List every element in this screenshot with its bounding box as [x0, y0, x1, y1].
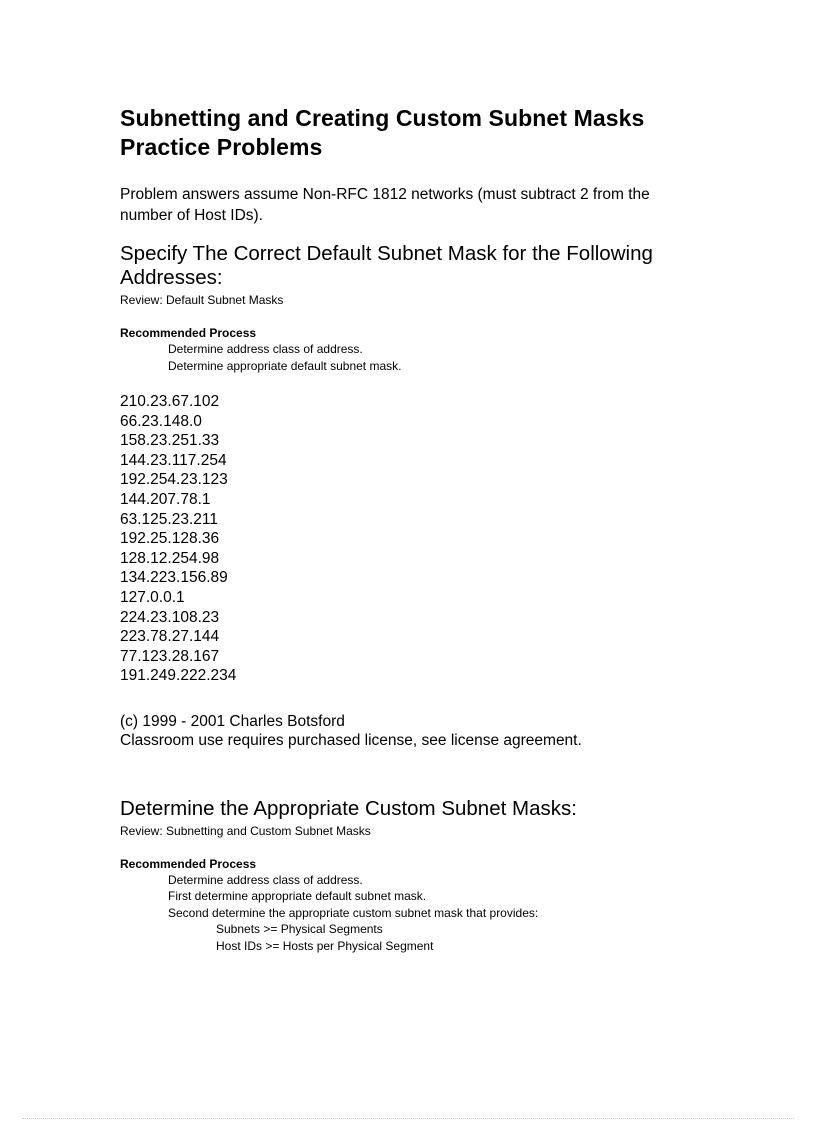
- address-item: 66.23.148.0: [120, 412, 202, 430]
- address-item: 63.125.23.211: [120, 510, 218, 528]
- address-item: 144.207.78.1: [120, 490, 211, 508]
- title-line-2: Practice Problems: [120, 134, 323, 160]
- page-bottom-divider: [22, 1118, 794, 1119]
- address-item: 158.23.251.33: [120, 432, 220, 450]
- address-item: 223.78.27.144: [120, 628, 220, 646]
- section1-step: Determine appropriate default subnet mask.: [168, 358, 402, 373]
- address-item: 77.123.28.167: [120, 647, 220, 665]
- title-line-1: Subnetting and Creating Custom Subnet Masks: [120, 105, 645, 131]
- address-item: 224.23.108.23: [120, 608, 220, 626]
- section2-heading: Determine the Appropriate Custom Subnet Masks:: [120, 796, 577, 820]
- section1-review: Review: Default Subnet Masks: [120, 293, 284, 307]
- document-page: [120, 104, 680, 954]
- section2-substep: Host IDs >= Hosts per Physical Segment: [216, 938, 434, 953]
- address-item: 127.0.0.1: [120, 588, 185, 606]
- section1-heading: Specify The Correct Default Subnet Mask for the Following Addresses:: [120, 242, 653, 289]
- intro-paragraph: Problem answers assume Non-RFC 1812 networks (must subtract 2 from the number of Host IDs).: [120, 186, 650, 224]
- document-title: [120, 104, 680, 162]
- section2-step: First determine appropriate default subnet mask.: [168, 889, 427, 904]
- copyright-notice: [120, 712, 680, 751]
- section1-step: Determine address class of address.: [168, 342, 363, 356]
- address-list: [120, 392, 680, 686]
- address-item: 210.23.67.102: [120, 393, 220, 410]
- address-item: 134.223.156.89: [120, 569, 228, 587]
- address-item: 191.249.222.234: [120, 667, 237, 685]
- section2-process-title: Recommended Process: [120, 856, 257, 871]
- section2-review: Review: Subnetting and Custom Subnet Masks: [120, 823, 371, 838]
- address-item: 192.25.128.36: [120, 530, 220, 548]
- section-custom-masks: [120, 797, 680, 955]
- copyright-line-2: Classroom use requires purchased license, see license agreement.: [120, 732, 582, 750]
- section1-process-title: Recommended Process: [120, 326, 257, 340]
- address-item: 192.254.23.123: [120, 471, 228, 489]
- section2-step: Determine address class of address.: [168, 872, 363, 887]
- copyright-line-1: (c) 1999 - 2001 Charles Botsford: [120, 712, 345, 730]
- address-item: 144.23.117.254: [120, 451, 227, 469]
- section2-step: Second determine the appropriate custom subnet mask that provides:: [168, 905, 539, 920]
- section2-substep: Subnets >= Physical Segments: [216, 922, 383, 937]
- address-item: 128.12.254.98: [120, 549, 220, 567]
- section-default-masks: [120, 242, 680, 686]
